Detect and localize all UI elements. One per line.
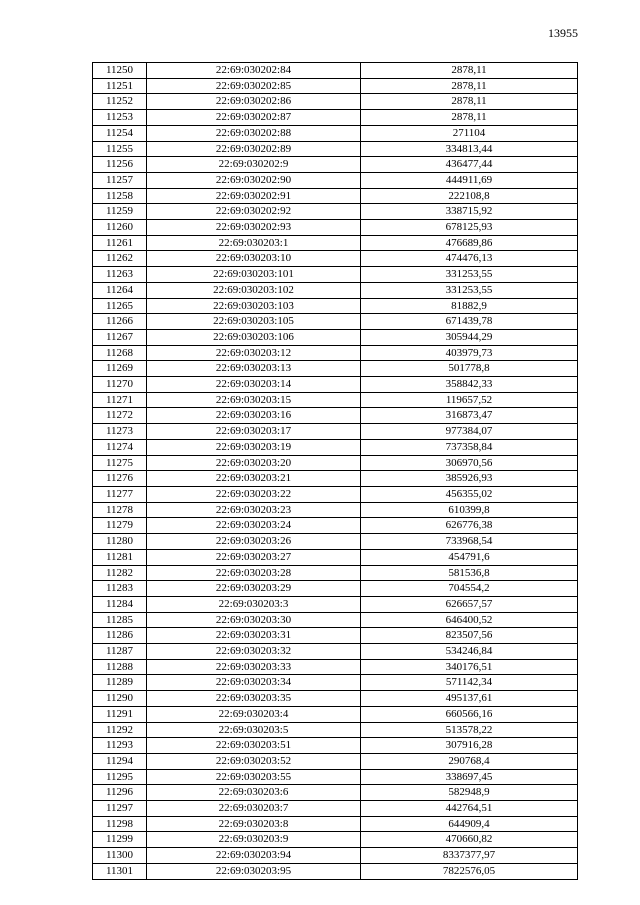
- table-row: [93, 769, 578, 785]
- cadastral-value-cell: 331253,55: [361, 267, 578, 283]
- cadastral-value-cell: 2878,11: [361, 63, 578, 79]
- row-number-cell: 11281: [93, 549, 147, 565]
- row-number-cell: 11255: [93, 141, 147, 157]
- row-number-cell: 11274: [93, 439, 147, 455]
- row-number-cell: 11262: [93, 251, 147, 267]
- cadastral-value-cell: 358842,33: [361, 377, 578, 393]
- table-row: [93, 471, 578, 487]
- cadastral-number-cell: 22:69:030203:22: [147, 486, 361, 502]
- cadastral-number-cell: 22:69:030202:86: [147, 94, 361, 110]
- cadastral-value-cell: 501778,8: [361, 361, 578, 377]
- row-number-cell: 11258: [93, 188, 147, 204]
- cadastral-value-cell: 307916,28: [361, 738, 578, 754]
- table-row: [93, 94, 578, 110]
- cadastral-value-cell: 678125,93: [361, 220, 578, 236]
- row-number-cell: 11261: [93, 235, 147, 251]
- table-row: [93, 110, 578, 126]
- cadastral-number-cell: 22:69:030202:93: [147, 220, 361, 236]
- row-number-cell: 11273: [93, 424, 147, 440]
- cadastral-number-cell: 22:69:030202:88: [147, 125, 361, 141]
- cadastral-value-cell: 403979,73: [361, 345, 578, 361]
- table-row: [93, 345, 578, 361]
- cadastral-number-cell: 22:69:030203:6: [147, 785, 361, 801]
- cadastral-number-cell: 22:69:030203:16: [147, 408, 361, 424]
- table-body: [93, 63, 578, 880]
- cadastral-value-cell: 582948,9: [361, 785, 578, 801]
- cadastral-value-cell: 610399,8: [361, 502, 578, 518]
- table-row: [93, 738, 578, 754]
- cadastral-number-cell: 22:69:030202:85: [147, 78, 361, 94]
- table-row: [93, 675, 578, 691]
- table-row: [93, 424, 578, 440]
- table-row: [93, 706, 578, 722]
- table-row: [93, 188, 578, 204]
- table-row: [93, 439, 578, 455]
- table-row: [93, 329, 578, 345]
- row-number-cell: 11282: [93, 565, 147, 581]
- table-row: [93, 392, 578, 408]
- cadastral-value-cell: 495137,61: [361, 691, 578, 707]
- cadastral-number-cell: 22:69:030202:89: [147, 141, 361, 157]
- cadastral-number-cell: 22:69:030203:101: [147, 267, 361, 283]
- cadastral-value-cell: 456355,02: [361, 486, 578, 502]
- table-row: [93, 612, 578, 628]
- cadastral-number-cell: 22:69:030202:90: [147, 172, 361, 188]
- cadastral-value-cell: 316873,47: [361, 408, 578, 424]
- cadastral-number-cell: 22:69:030203:20: [147, 455, 361, 471]
- cadastral-value-cell: 671439,78: [361, 314, 578, 330]
- table-row: [93, 628, 578, 644]
- cadastral-number-cell: 22:69:030203:95: [147, 863, 361, 879]
- cadastral-value-cell: 442764,51: [361, 801, 578, 817]
- cadastral-number-cell: 22:69:030203:29: [147, 581, 361, 597]
- cadastral-number-cell: 22:69:030202:9: [147, 157, 361, 173]
- table-row: [93, 502, 578, 518]
- row-number-cell: 11264: [93, 282, 147, 298]
- row-number-cell: 11269: [93, 361, 147, 377]
- table-row: [93, 455, 578, 471]
- cadastral-value-cell: 338697,45: [361, 769, 578, 785]
- row-number-cell: 11272: [93, 408, 147, 424]
- cadastral-value-cell: 474476,13: [361, 251, 578, 267]
- table-row: [93, 204, 578, 220]
- table-row: [93, 801, 578, 817]
- cadastral-number-cell: 22:69:030203:24: [147, 518, 361, 534]
- row-number-cell: 11293: [93, 738, 147, 754]
- cadastral-value-cell: 331253,55: [361, 282, 578, 298]
- cadastral-number-cell: 22:69:030203:1: [147, 235, 361, 251]
- row-number-cell: 11266: [93, 314, 147, 330]
- row-number-cell: 11301: [93, 863, 147, 879]
- cadastral-value-cell: 340176,51: [361, 659, 578, 675]
- row-number-cell: 11250: [93, 63, 147, 79]
- cadastral-value-cell: 454791,6: [361, 549, 578, 565]
- row-number-cell: 11299: [93, 832, 147, 848]
- cadastral-number-cell: 22:69:030203:3: [147, 596, 361, 612]
- table-row: [93, 220, 578, 236]
- row-number-cell: 11257: [93, 172, 147, 188]
- table-row: [93, 722, 578, 738]
- cadastral-value-cell: 81882,9: [361, 298, 578, 314]
- cadastral-value-cell: 977384,07: [361, 424, 578, 440]
- row-number-cell: 11259: [93, 204, 147, 220]
- row-number-cell: 11280: [93, 534, 147, 550]
- cadastral-number-cell: 22:69:030203:28: [147, 565, 361, 581]
- cadastral-value-cell: 704554,2: [361, 581, 578, 597]
- table-row: [93, 282, 578, 298]
- row-number-cell: 11275: [93, 455, 147, 471]
- cadastral-number-cell: 22:69:030203:7: [147, 801, 361, 817]
- table-row: [93, 408, 578, 424]
- cadastral-number-cell: 22:69:030203:30: [147, 612, 361, 628]
- cadastral-number-cell: 22:69:030203:32: [147, 644, 361, 660]
- cadastral-number-cell: 22:69:030203:26: [147, 534, 361, 550]
- cadastral-value-cell: 119657,52: [361, 392, 578, 408]
- cadastral-number-cell: 22:69:030203:19: [147, 439, 361, 455]
- row-number-cell: 11254: [93, 125, 147, 141]
- cadastral-value-cell: 571142,34: [361, 675, 578, 691]
- cadastral-number-cell: 22:69:030203:31: [147, 628, 361, 644]
- table-row: [93, 785, 578, 801]
- table-row: [93, 581, 578, 597]
- cadastral-number-cell: 22:69:030202:91: [147, 188, 361, 204]
- cadastral-value-table: [92, 62, 578, 880]
- row-number-cell: 11267: [93, 329, 147, 345]
- row-number-cell: 11284: [93, 596, 147, 612]
- cadastral-value-cell: 290768,4: [361, 753, 578, 769]
- cadastral-number-cell: 22:69:030203:9: [147, 832, 361, 848]
- cadastral-value-cell: 626776,38: [361, 518, 578, 534]
- cadastral-value-cell: 660566,16: [361, 706, 578, 722]
- row-number-cell: 11286: [93, 628, 147, 644]
- cadastral-number-cell: 22:69:030203:55: [147, 769, 361, 785]
- cadastral-value-cell: 2878,11: [361, 94, 578, 110]
- table-row: [93, 125, 578, 141]
- cadastral-value-cell: 271104: [361, 125, 578, 141]
- row-number-cell: 11276: [93, 471, 147, 487]
- table-row: [93, 267, 578, 283]
- cadastral-value-cell: 7822576,05: [361, 863, 578, 879]
- cadastral-value-cell: 626657,57: [361, 596, 578, 612]
- row-number-cell: 11283: [93, 581, 147, 597]
- table-row: [93, 298, 578, 314]
- cadastral-number-cell: 22:69:030203:103: [147, 298, 361, 314]
- cadastral-value-cell: 737358,84: [361, 439, 578, 455]
- table-row: [93, 549, 578, 565]
- cadastral-value-cell: 8337377,97: [361, 848, 578, 864]
- row-number-cell: 11290: [93, 691, 147, 707]
- row-number-cell: 11295: [93, 769, 147, 785]
- cadastral-number-cell: 22:69:030203:94: [147, 848, 361, 864]
- cadastral-value-cell: 305944,29: [361, 329, 578, 345]
- table-row: [93, 848, 578, 864]
- cadastral-value-cell: 733968,54: [361, 534, 578, 550]
- cadastral-number-cell: 22:69:030202:92: [147, 204, 361, 220]
- row-number-cell: 11253: [93, 110, 147, 126]
- row-number-cell: 11288: [93, 659, 147, 675]
- cadastral-value-cell: 436477,44: [361, 157, 578, 173]
- table-row: [93, 361, 578, 377]
- row-number-cell: 11263: [93, 267, 147, 283]
- cadastral-value-cell: 334813,44: [361, 141, 578, 157]
- cadastral-value-cell: 2878,11: [361, 78, 578, 94]
- cadastral-number-cell: 22:69:030203:23: [147, 502, 361, 518]
- row-number-cell: 11300: [93, 848, 147, 864]
- cadastral-value-cell: 470660,82: [361, 832, 578, 848]
- table-row: [93, 63, 578, 79]
- cadastral-number-cell: 22:69:030203:27: [147, 549, 361, 565]
- cadastral-value-cell: 444911,69: [361, 172, 578, 188]
- table-row: [93, 832, 578, 848]
- row-number-cell: 11291: [93, 706, 147, 722]
- row-number-cell: 11277: [93, 486, 147, 502]
- table-row: [93, 565, 578, 581]
- cadastral-number-cell: 22:69:030203:13: [147, 361, 361, 377]
- cadastral-number-cell: 22:69:030202:87: [147, 110, 361, 126]
- cadastral-number-cell: 22:69:030203:33: [147, 659, 361, 675]
- cadastral-number-cell: 22:69:030203:4: [147, 706, 361, 722]
- row-number-cell: 11279: [93, 518, 147, 534]
- row-number-cell: 11289: [93, 675, 147, 691]
- table-row: [93, 251, 578, 267]
- row-number-cell: 11298: [93, 816, 147, 832]
- table-row: [93, 235, 578, 251]
- row-number-cell: 11285: [93, 612, 147, 628]
- cadastral-value-cell: 823507,56: [361, 628, 578, 644]
- cadastral-value-cell: 476689,86: [361, 235, 578, 251]
- row-number-cell: 11268: [93, 345, 147, 361]
- row-number-cell: 11296: [93, 785, 147, 801]
- cadastral-number-cell: 22:69:030203:5: [147, 722, 361, 738]
- table-row: [93, 816, 578, 832]
- row-number-cell: 11297: [93, 801, 147, 817]
- row-number-cell: 11252: [93, 94, 147, 110]
- table-row: [93, 157, 578, 173]
- cadastral-value-cell: 338715,92: [361, 204, 578, 220]
- table-row: [93, 753, 578, 769]
- cadastral-number-cell: 22:69:030203:14: [147, 377, 361, 393]
- cadastral-value-cell: 513578,22: [361, 722, 578, 738]
- table-row: [93, 659, 578, 675]
- row-number-cell: 11265: [93, 298, 147, 314]
- cadastral-value-cell: 644909,4: [361, 816, 578, 832]
- cadastral-value-cell: 534246,84: [361, 644, 578, 660]
- cadastral-value-cell: 306970,56: [361, 455, 578, 471]
- cadastral-number-cell: 22:69:030203:21: [147, 471, 361, 487]
- table-row: [93, 78, 578, 94]
- table-row: [93, 314, 578, 330]
- table-row: [93, 172, 578, 188]
- cadastral-number-cell: 22:69:030203:35: [147, 691, 361, 707]
- table-row: [93, 518, 578, 534]
- cadastral-number-cell: 22:69:030203:34: [147, 675, 361, 691]
- row-number-cell: 11294: [93, 753, 147, 769]
- cadastral-number-cell: 22:69:030203:17: [147, 424, 361, 440]
- table-row: [93, 534, 578, 550]
- row-number-cell: 11278: [93, 502, 147, 518]
- row-number-cell: 11271: [93, 392, 147, 408]
- table-row: [93, 644, 578, 660]
- cadastral-number-cell: 22:69:030203:10: [147, 251, 361, 267]
- row-number-cell: 11287: [93, 644, 147, 660]
- row-number-cell: 11256: [93, 157, 147, 173]
- table-row: [93, 486, 578, 502]
- cadastral-value-cell: 385926,93: [361, 471, 578, 487]
- page-number: 13955: [548, 26, 578, 40]
- row-number-cell: 11260: [93, 220, 147, 236]
- table-row: [93, 377, 578, 393]
- row-number-cell: 11292: [93, 722, 147, 738]
- cadastral-number-cell: 22:69:030203:8: [147, 816, 361, 832]
- cadastral-number-cell: 22:69:030203:12: [147, 345, 361, 361]
- cadastral-value-cell: 222108,8: [361, 188, 578, 204]
- cadastral-number-cell: 22:69:030203:106: [147, 329, 361, 345]
- cadastral-number-cell: 22:69:030203:15: [147, 392, 361, 408]
- row-number-cell: 11270: [93, 377, 147, 393]
- table-row: [93, 596, 578, 612]
- row-number-cell: 11251: [93, 78, 147, 94]
- cadastral-number-cell: 22:69:030203:102: [147, 282, 361, 298]
- table-row: [93, 141, 578, 157]
- table-row: [93, 863, 578, 879]
- cadastral-value-cell: 2878,11: [361, 110, 578, 126]
- cadastral-number-cell: 22:69:030203:51: [147, 738, 361, 754]
- cadastral-value-cell: 581536,8: [361, 565, 578, 581]
- cadastral-number-cell: 22:69:030203:52: [147, 753, 361, 769]
- table-row: [93, 691, 578, 707]
- cadastral-number-cell: 22:69:030203:105: [147, 314, 361, 330]
- cadastral-number-cell: 22:69:030202:84: [147, 63, 361, 79]
- cadastral-value-cell: 646400,52: [361, 612, 578, 628]
